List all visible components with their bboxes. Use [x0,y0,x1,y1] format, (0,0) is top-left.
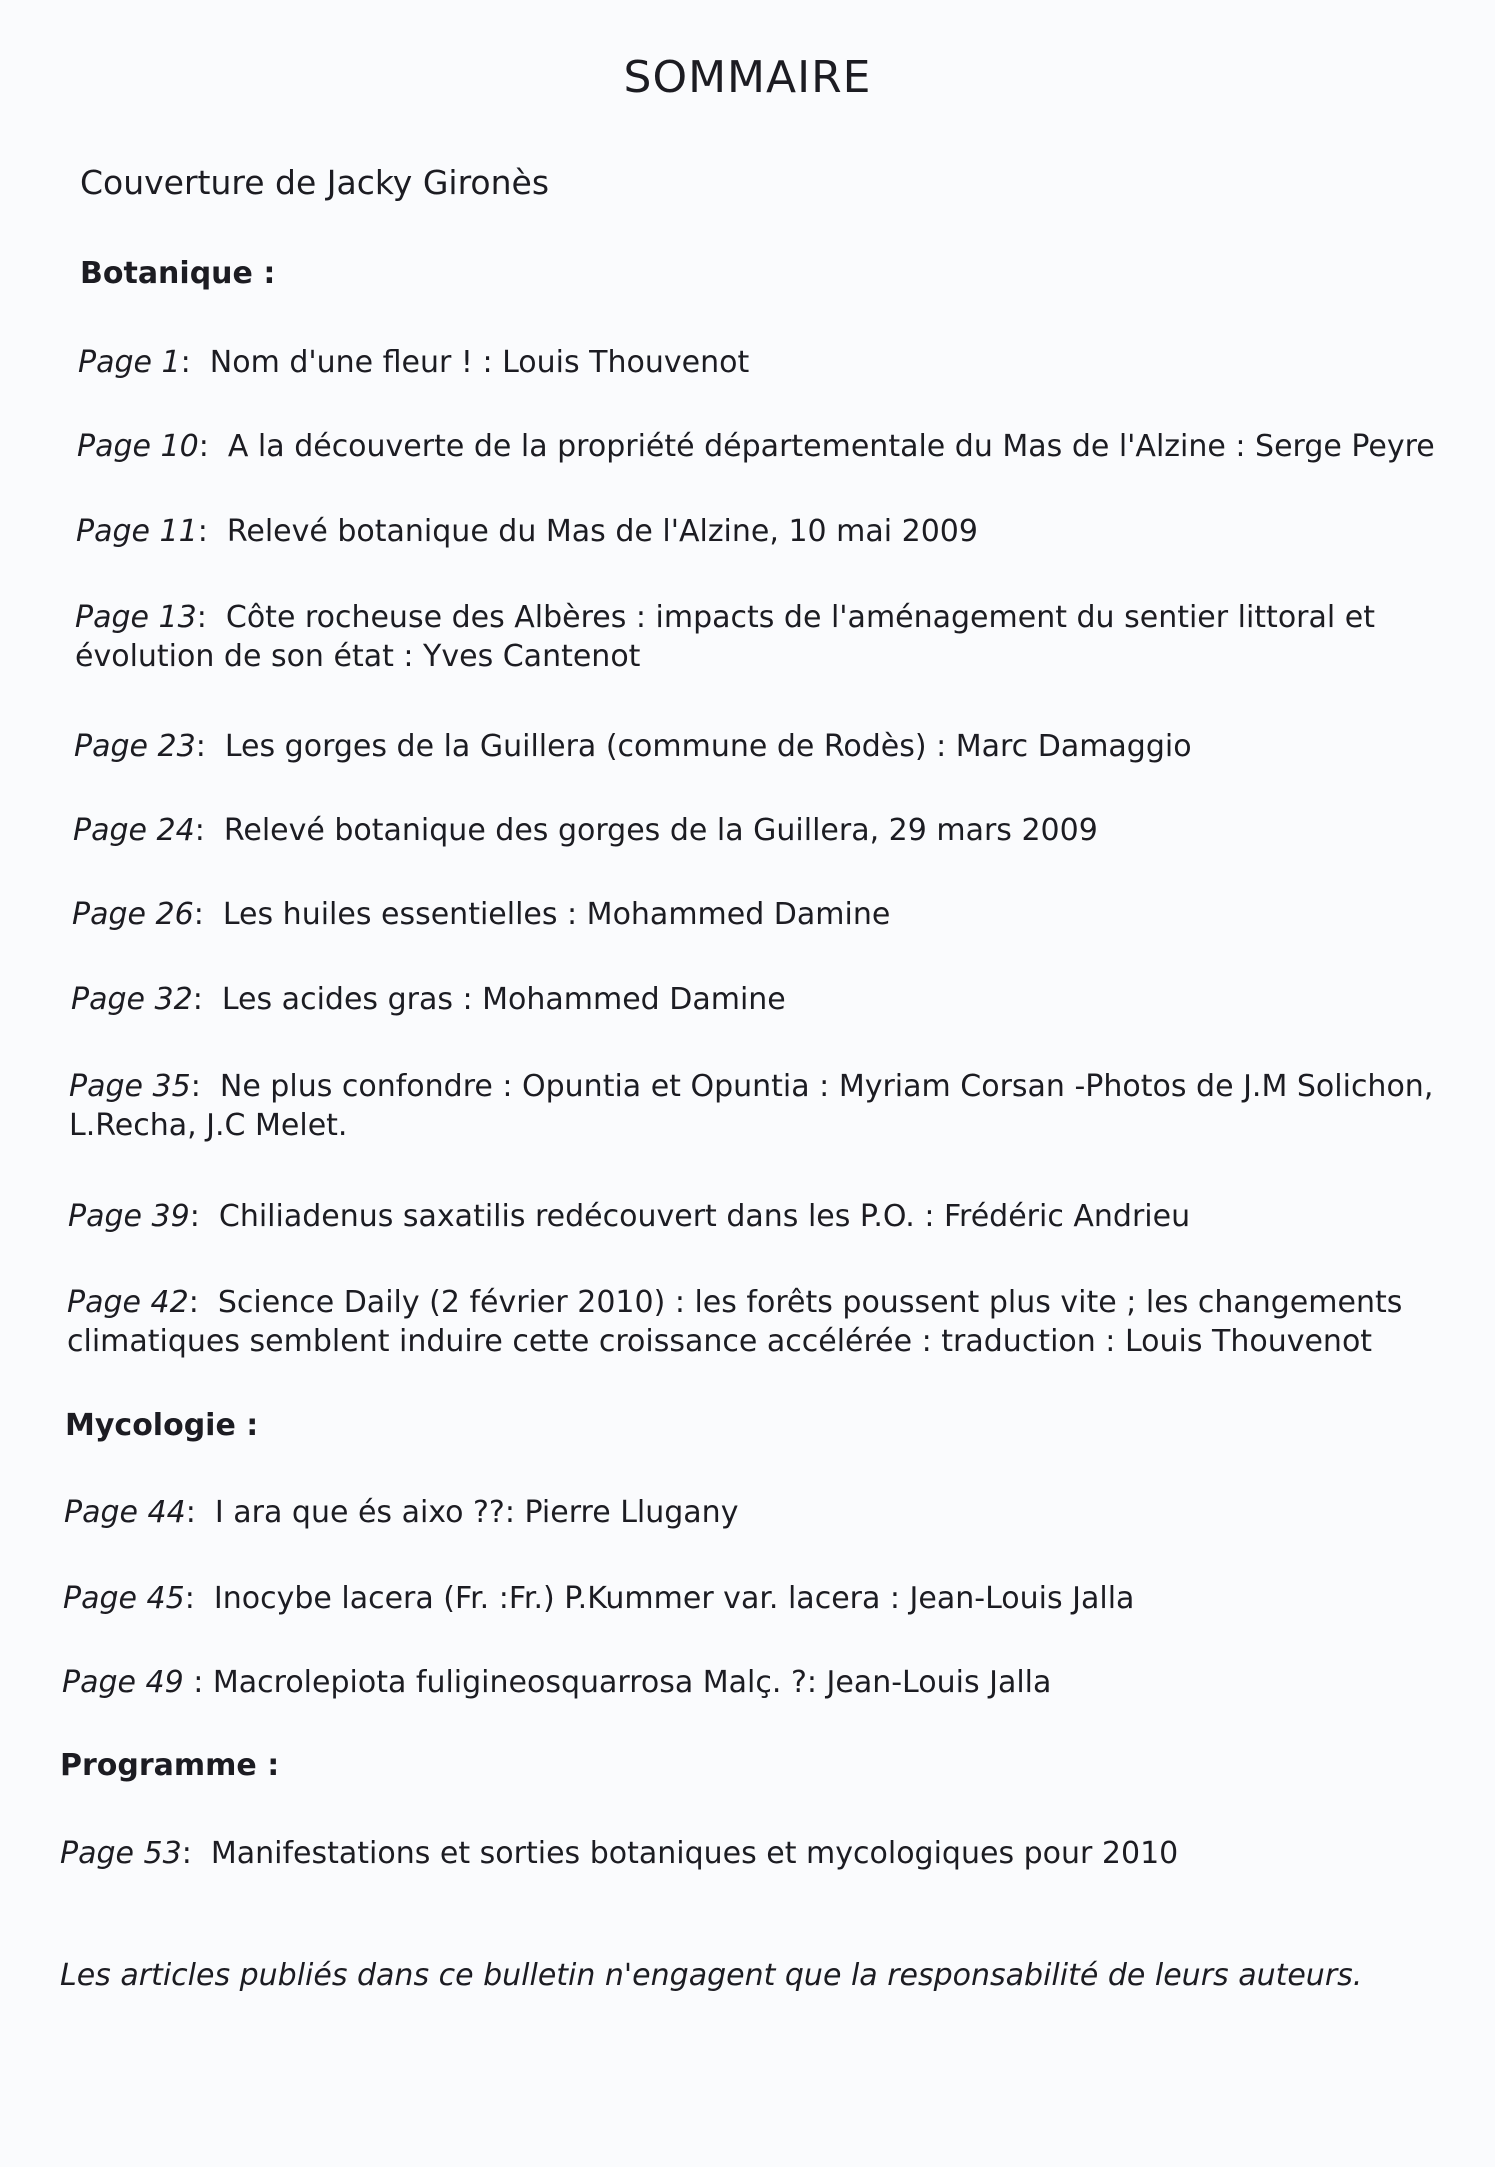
page-ref: Page 32 [71,982,193,1017]
page-ref: Page 11 [76,514,198,549]
toc-entry: Page 24: Relevé botanique des gorges de la Guillera, 29 mars 2009 [73,813,1098,848]
toc-entry: Page 26: Les huiles essentielles : Mohammed Damine [72,897,891,932]
page-ref: Page 53 [60,1836,182,1871]
page-ref: Page 1 [78,345,181,380]
entry-text: Chiliadenus saxatilis redécouvert dans les P.O. : Frédéric Andrieu [218,1199,1191,1234]
page-ref: Page 13 [75,600,197,635]
toc-entry: Page 23: Les gorges de la Guillera (commune de Rodès) : Marc Damaggio [74,729,1192,764]
page-ref: Page 23 [74,729,196,764]
entry-text: Manifestations et sorties botaniques et mycologiques pour 2010 [210,1836,1179,1871]
cover-credit: Couverture de Jacky Gironès [80,163,550,202]
entry-text: Les huiles essentielles : Mohammed Damine [222,897,891,932]
entry-text-continued: évolution de son état : Yves Cantenot [75,639,641,674]
entry-text: Macrolepiota fuligineosquarrosa Malç. ?: Jean-Louis Jalla [212,1665,1052,1700]
section-mycologie: Mycologie : [65,1408,259,1443]
page-ref: Page 49 [62,1665,184,1700]
entry-text: Nom d'une fleur ! : Louis Thouvenot [209,345,750,380]
toc-entry: Page 11: Relevé botanique du Mas de l'Alzine, 10 mai 2009 [76,514,978,549]
entry-text-continued: climatiques semblent induire cette croissance accélérée : traduction : Louis Thouvenot [67,1324,1373,1359]
entry-text: Relevé botanique des gorges de la Guillera, 29 mars 2009 [223,813,1098,848]
page-ref: Page 44 [64,1495,186,1530]
disclaimer-note: Les articles publiés dans ce bulletin n'engagent que la responsabilité de leurs auteurs. [60,1958,1363,1993]
page-ref: Page 26 [72,897,194,932]
page-ref: Page 35 [69,1069,191,1104]
entry-text: A la découverte de la propriété départementale du Mas de l'Alzine : Serge Peyre [227,429,1435,464]
entry-text: Les gorges de la Guillera (commune de Rodès) : Marc Damaggio [224,729,1192,764]
toc-entry: Page 35: Ne plus confondre : Opuntia et Opuntia : Myriam Corsan -Photos de J.M Solichon, L.Recha, J.C Melet. [69,1069,1434,1143]
entry-text: Les acides gras : Mohammed Damine [221,982,786,1017]
entry-text: Ne plus confondre : Opuntia et Opuntia : Myriam Corsan -Photos de J.M Solichon, [219,1069,1434,1104]
page-ref: Page 24 [73,813,195,848]
toc-entry: Page 42: Science Daily (2 février 2010) : les forêts poussent plus vite ; les changements climatiques semblent induire cette croissance accélérée : traduction : Louis Thouvenot [67,1285,1403,1359]
page-ref: Page 45 [63,1581,185,1616]
section-programme: Programme : [60,1748,280,1783]
toc-entry: Page 13: Côte rocheuse des Albères : impacts de l'aménagement du sentier littoral et évolution de son état : Yves Cantenot [75,600,1375,674]
entry-text-continued: L.Recha, J.C Melet. [69,1108,348,1143]
page-ref: Page 39 [68,1199,190,1234]
toc-entry: Page 10: A la découverte de la propriété départementale du Mas de l'Alzine : Serge Peyre [77,429,1435,464]
page-ref: Page 42 [67,1285,189,1320]
entry-text: Relevé botanique du Mas de l'Alzine, 10 mai 2009 [226,514,978,549]
toc-entry: Page 49 : Macrolepiota fuligineosquarrosa Malç. ?: Jean-Louis Jalla [62,1665,1052,1700]
toc-entry: Page 53: Manifestations et sorties botaniques et mycologiques pour 2010 [60,1836,1179,1871]
toc-entry: Page 45: Inocybe lacera (Fr. :Fr.) P.Kummer var. lacera : Jean-Louis Jalla [63,1581,1135,1616]
entry-text: Inocybe lacera (Fr. :Fr.) P.Kummer var. lacera : Jean-Louis Jalla [213,1581,1135,1616]
entry-text: Côte rocheuse des Albères : impacts de l'aménagement du sentier littoral et [225,600,1375,635]
toc-entry: Page 1: Nom d'une fleur ! : Louis Thouvenot [78,345,750,380]
section-botanique: Botanique : [80,256,276,291]
toc-entry: Page 39: Chiliadenus saxatilis redécouvert dans les P.O. : Frédéric Andrieu [68,1199,1191,1234]
entry-text: Science Daily (2 février 2010) : les forêts poussent plus vite ; les changements [217,1285,1403,1320]
page-ref: Page 10 [77,429,199,464]
toc-entry: Page 32: Les acides gras : Mohammed Damine [71,982,786,1017]
entry-text: I ara que és aixo ??: Pierre Llugany [214,1495,739,1530]
toc-entry: Page 44: I ara que és aixo ??: Pierre Llugany [64,1495,739,1530]
page-title: SOMMAIRE [623,52,872,103]
